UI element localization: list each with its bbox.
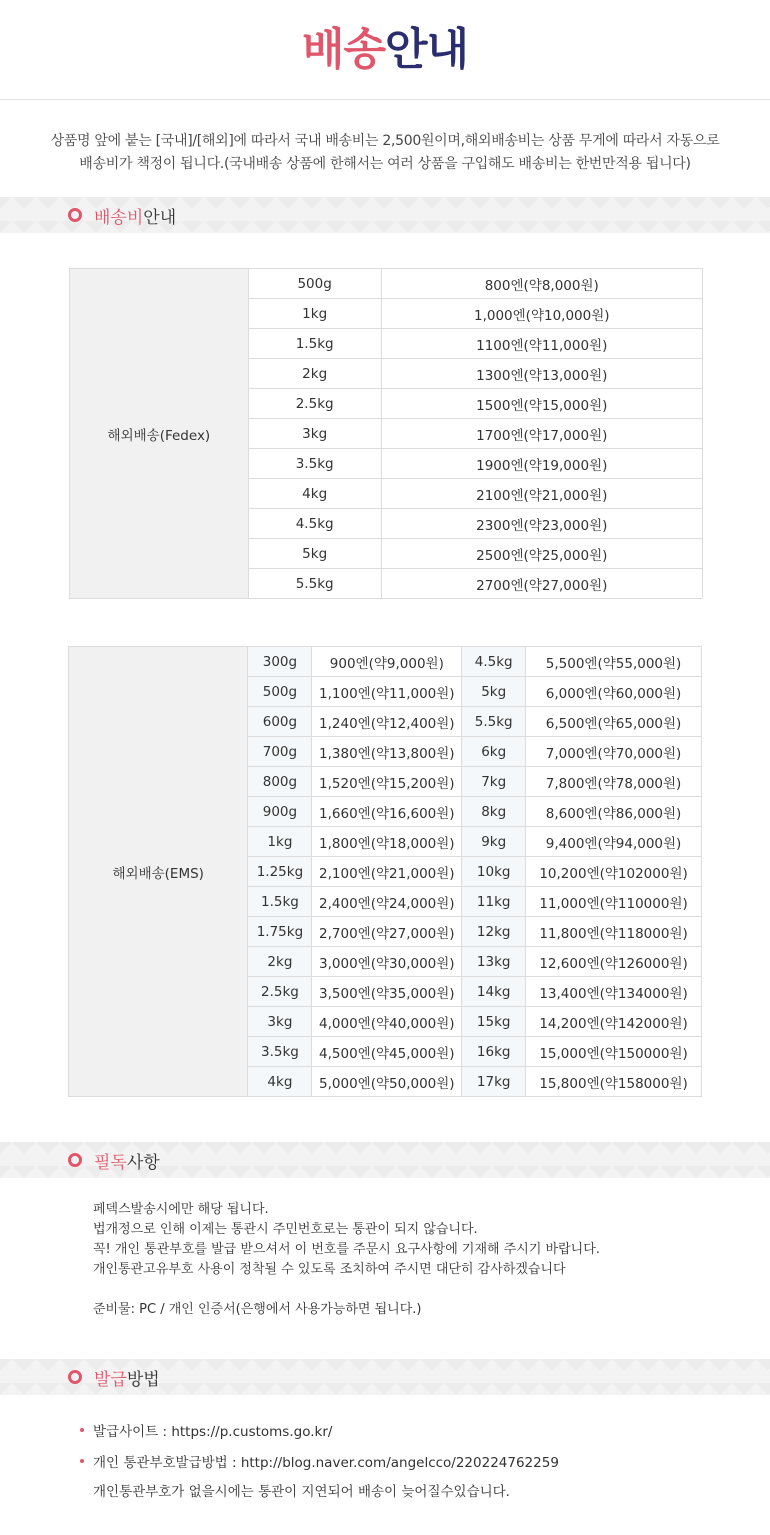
weight-cell: 3kg [248, 1007, 312, 1037]
weight-cell: 500g [248, 269, 381, 299]
price-cell: 2,400엔(약24,000원) [312, 887, 462, 917]
weight-cell: 5kg [462, 677, 526, 707]
price-cell: 1,100엔(약11,000원) [312, 677, 462, 707]
section-header-issue [0, 1359, 770, 1395]
price-cell: 2,100엔(약21,000원) [312, 857, 462, 887]
circle-bullet-icon [68, 1370, 82, 1384]
price-cell: 9,400엔(약94,000원) [526, 827, 702, 857]
page-header [0, 0, 770, 100]
weight-cell: 1.25kg [248, 857, 312, 887]
weight-cell: 500g [248, 677, 312, 707]
weight-cell: 2kg [248, 359, 381, 389]
weight-cell: 16kg [462, 1037, 526, 1067]
bullet-dot-icon [80, 1428, 84, 1432]
weight-cell: 4.5kg [248, 509, 381, 539]
weight-cell: 4kg [248, 479, 381, 509]
required-notes [93, 1200, 600, 1320]
fedex-rate-table [69, 268, 703, 599]
note-line: 개인통관고유부호 사용이 정착될 수 있도록 조치하여 주시면 대단히 감사하겠습니다 [93, 1262, 566, 1277]
issue-howto-link[interactable]: 개인 통관부호발급방법 : http://blog.naver.com/angelcco/220224762259 [93, 1455, 559, 1471]
circle-bullet-icon [68, 1153, 82, 1167]
section-header-shipping-fee [0, 197, 770, 233]
price-cell: 8,600엔(약86,000원) [526, 797, 702, 827]
weight-cell: 3.5kg [248, 1037, 312, 1067]
price-cell: 3,000엔(약30,000원) [312, 947, 462, 977]
issue-delay-note: 개인통관부호가 없을시에는 통관이 지연되어 배송이 늦어질수있습니다. [93, 1484, 510, 1500]
price-cell: 10,200엔(약102000원) [526, 857, 702, 887]
weight-cell: 8kg [462, 797, 526, 827]
price-cell: 1100엔(약11,000원) [381, 329, 702, 359]
price-cell: 900엔(약9,000원) [312, 647, 462, 677]
price-cell: 7,000엔(약70,000원) [526, 737, 702, 767]
price-cell: 15,800엔(약158000원) [526, 1067, 702, 1097]
section-header-required [0, 1142, 770, 1178]
circle-bullet-icon [68, 208, 82, 222]
price-cell: 11,000엔(약110000원) [526, 887, 702, 917]
weight-cell: 7kg [462, 767, 526, 797]
price-cell: 11,800엔(약118000원) [526, 917, 702, 947]
weight-cell: 800g [248, 767, 312, 797]
weight-cell: 2.5kg [248, 389, 381, 419]
price-cell: 5,000엔(약50,000원) [312, 1067, 462, 1097]
weight-cell: 3kg [248, 419, 381, 449]
section-title [94, 1148, 160, 1173]
weight-cell: 700g [248, 737, 312, 767]
weight-cell: 4.5kg [462, 647, 526, 677]
weight-cell: 5.5kg [462, 707, 526, 737]
price-cell: 13,400엔(약134000원) [526, 977, 702, 1007]
page-title-part1: 배송 [301, 24, 385, 75]
issue-list [80, 1418, 559, 1500]
weight-cell: 1.5kg [248, 887, 312, 917]
price-cell: 2300엔(약23,000원) [381, 509, 702, 539]
weight-cell: 6kg [462, 737, 526, 767]
weight-cell: 300g [248, 647, 312, 677]
price-cell: 2100엔(약21,000원) [381, 479, 702, 509]
list-item [80, 1449, 559, 1473]
price-cell: 6,000엔(약60,000원) [526, 677, 702, 707]
weight-cell: 1.5kg [248, 329, 381, 359]
price-cell: 7,800엔(약78,000원) [526, 767, 702, 797]
price-cell: 1500엔(약15,000원) [381, 389, 702, 419]
weight-cell: 15kg [462, 1007, 526, 1037]
price-cell: 2,700엔(약27,000원) [312, 917, 462, 947]
price-cell: 800엔(약8,000원) [381, 269, 702, 299]
price-cell: 2500엔(약25,000원) [381, 539, 702, 569]
weight-cell: 1.75kg [248, 917, 312, 947]
section-title-highlight: 발급 [94, 1369, 127, 1390]
section-title [94, 1365, 160, 1390]
price-cell: 4,000엔(약40,000원) [312, 1007, 462, 1037]
weight-cell: 10kg [462, 857, 526, 887]
weight-cell: 13kg [462, 947, 526, 977]
note-line: 꼭! 개인 통관부호를 발급 받으셔서 이 번호를 주문시 요구사항에 기재해 주시기 바랍니다. [93, 1242, 600, 1257]
price-cell: 1,000엔(약10,000원) [381, 299, 702, 329]
section-title-rest: 사항 [126, 1152, 160, 1173]
issue-site-link[interactable]: 발급사이트 : https://p.customs.go.kr/ [93, 1424, 333, 1440]
weight-cell: 2.5kg [248, 977, 312, 1007]
section-title-highlight: 필독 [94, 1152, 127, 1173]
section-title-highlight: 배송비 [94, 207, 144, 228]
price-cell: 1700엔(약17,000원) [381, 419, 702, 449]
price-cell: 1,380엔(약13,800원) [312, 737, 462, 767]
weight-cell: 9kg [462, 827, 526, 857]
price-cell: 14,200엔(약142000원) [526, 1007, 702, 1037]
weight-cell: 4kg [248, 1067, 312, 1097]
weight-cell: 5.5kg [248, 569, 381, 599]
price-cell: 5,500엔(약55,000원) [526, 647, 702, 677]
ems-label-cell: 해외배송(EMS) [69, 647, 248, 1097]
list-item [80, 1418, 559, 1442]
intro-line-1: 상품명 앞에 붙는 [국내]/[해외]에 따라서 국내 배송비는 2,500원이며,해외배송비는 상품 무게에 따라서 자동으로 [50, 133, 720, 149]
price-cell: 1900엔(약19,000원) [381, 449, 702, 479]
weight-cell: 5kg [248, 539, 381, 569]
weight-cell: 14kg [462, 977, 526, 1007]
price-cell: 12,600엔(약126000원) [526, 947, 702, 977]
price-cell: 1,660엔(약16,600원) [312, 797, 462, 827]
section-title-rest: 방법 [126, 1369, 160, 1390]
weight-cell: 1kg [248, 299, 381, 329]
note-line: 법개정으로 인해 이제는 통관시 주민번호로는 통관이 되지 않습니다. [93, 1222, 478, 1237]
page-title-part2: 안내 [385, 24, 469, 75]
price-cell: 1,240엔(약12,400원) [312, 707, 462, 737]
preparation-note: 준비물: PC / 개인 인증서(은행에서 사용가능하면 됩니다.) [93, 1302, 422, 1317]
weight-cell: 12kg [462, 917, 526, 947]
ems-rate-table [68, 646, 702, 1097]
price-cell: 2700엔(약27,000원) [381, 569, 702, 599]
price-cell: 15,000엔(약150000원) [526, 1037, 702, 1067]
price-cell: 1,520엔(약15,200원) [312, 767, 462, 797]
fedex-label-cell: 해외배송(Fedex) [70, 269, 249, 599]
weight-cell: 1kg [248, 827, 312, 857]
table-row [69, 647, 702, 677]
price-cell: 4,500엔(약45,000원) [312, 1037, 462, 1067]
bullet-dot-icon [80, 1459, 84, 1463]
weight-cell: 11kg [462, 887, 526, 917]
intro-line-2: 배송비가 책정이 됩니다.(국내배송 상품에 한해서는 여러 상품을 구입해도 배송비는 한번만적용 됩니다) [79, 156, 691, 172]
price-cell: 1,800엔(약18,000원) [312, 827, 462, 857]
price-cell: 1300엔(약13,000원) [381, 359, 702, 389]
section-title [94, 203, 176, 228]
note-line: 페덱스발송시에만 해당 됩니다. [93, 1202, 269, 1217]
weight-cell: 2kg [248, 947, 312, 977]
page-title [0, 24, 770, 75]
price-cell: 3,500엔(약35,000원) [312, 977, 462, 1007]
price-cell: 6,500엔(약65,000원) [526, 707, 702, 737]
intro-text [0, 100, 770, 176]
weight-cell: 3.5kg [248, 449, 381, 479]
weight-cell: 900g [248, 797, 312, 827]
weight-cell: 600g [248, 707, 312, 737]
weight-cell: 17kg [462, 1067, 526, 1097]
table-row [70, 269, 703, 299]
section-title-rest: 안내 [143, 207, 177, 228]
